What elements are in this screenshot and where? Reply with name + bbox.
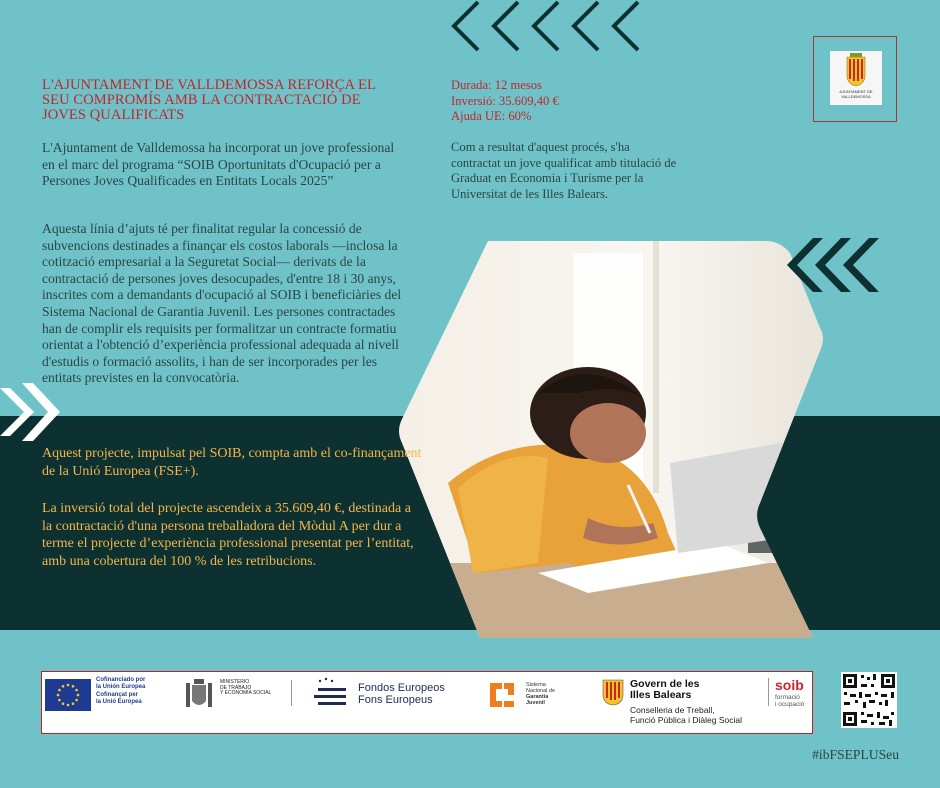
garantia-line1: Sistema <box>526 682 546 688</box>
fondos-line1: Fondos Europeos <box>358 682 445 694</box>
project-details <box>451 78 651 125</box>
intro-paragraph: L'Ajuntament de Valldemossa ha incorporat un jove professional en el marc del programa “SOIB Oportunitats d'Ocupació per a Persones Joves Qualificades en Entitats Locals 2025” <box>42 140 395 189</box>
govern-line1: Govern de les <box>630 678 700 690</box>
qr-code-icon[interactable] <box>841 672 897 728</box>
conselleria-line1: Conselleria de Treball, <box>630 705 715 715</box>
conselleria-line2: Funció Pública i Diàleg Social <box>630 715 742 725</box>
logo-caption-line2: VALLDEMOSSA <box>841 93 871 99</box>
ministry-line1: MINISTERIO <box>220 679 250 685</box>
cofinancing-paragraph: Aquest projecte, impulsat pel SOIB, compta amb el co-finançament de la Unió Europea (FSE+). <box>42 446 422 479</box>
eu-aid-text: Ajuda UE: 60% <box>451 109 532 123</box>
divider <box>768 678 769 706</box>
eu-line2: la Unión Europea <box>96 683 146 690</box>
duration-text: Durada: 12 mesos <box>451 78 542 92</box>
govern-illes-balears-crest-icon <box>600 677 626 707</box>
eu-line4: la Unió Europea <box>96 698 142 705</box>
article-title: L'AJUNTAMENT DE VALLDEMOSSA REFORÇA EL SEU COMPROMÍS AMB LA CONTRACTACIÓ DE JOVES QUALIFICATS <box>42 77 376 123</box>
eu-flag-icon <box>45 679 91 711</box>
eu-line3: Cofinançat per <box>96 692 139 698</box>
fondos-europeos-icon <box>312 676 352 712</box>
coat-of-arms-icon <box>830 51 882 89</box>
garantia-line4: Juvenil <box>526 700 545 706</box>
spain-crest-icon <box>182 677 216 713</box>
chevron-right-filled-icon <box>783 236 893 294</box>
result-paragraph: Com a resultat d'aquest procés, s'ha contractat un jove qualificat amb titulació de Graduat en Economia i Turisme per la Universitat de les Illes Balears. <box>451 140 677 201</box>
soib-sub2: i ocupació <box>775 701 805 708</box>
valldemossa-logo <box>813 36 897 122</box>
garantia-line3: Garantía <box>526 694 549 700</box>
soib-logo-text: soib <box>775 677 804 693</box>
description-paragraph: Aquesta línia d’ajuts té per finalitat regular la concessió de subvencions destinades a finançar els costos laborals —inclosa la cotització empresarial a la Seguretat Social— derivats de la contractació de persones joves desocupades, d'entre 18 i 30 anys, inscrites com a demandants d'ocupació al SOIB i beneficiàries del Sistema Nacional de Garantia Juvenil. Les persones contractades han de complir els requisits per formalitzar un contracte formatiu orientat a l'obtenció d’experiència professional adequada al nivell d'estudis o formació assolits, i han de ser incorporades per les entitats previstes en la convocatòria. <box>42 221 402 386</box>
investment-text: Inversió: 35.609,40 € <box>451 93 559 108</box>
investment-paragraph: La inversió total del projecte ascendeix a 35.609,40 €, destinada a la contractació d'una persona treballadora del Mòdul A per dur a terme el projecte d’experiència professional presentat per l’entitat, amb una cobertura del 100 % de les retribucions. <box>42 501 414 569</box>
govern-line2: Illes Balears <box>630 689 692 701</box>
ministry-line2: DE TRABAJO <box>220 684 252 691</box>
soib-sub1: formació <box>775 694 800 701</box>
student-photo <box>388 233 826 643</box>
funding-logos-bar <box>41 671 813 734</box>
fondos-line2: Fons Europeus <box>358 694 433 706</box>
hashtag: #ibFSEPLUSeu <box>812 747 899 762</box>
divider <box>291 680 292 706</box>
logo-caption-line1: AJUNTAMENT DE <box>839 89 873 94</box>
eu-line1: Cofinanciado por <box>96 677 146 683</box>
garantia-line2: Nacional de <box>526 688 556 694</box>
chevron-top-outline-icon <box>448 0 668 58</box>
ministry-line3: Y ECONOMÍA SOCIAL <box>220 690 272 696</box>
garantia-juvenil-icon <box>484 677 520 713</box>
